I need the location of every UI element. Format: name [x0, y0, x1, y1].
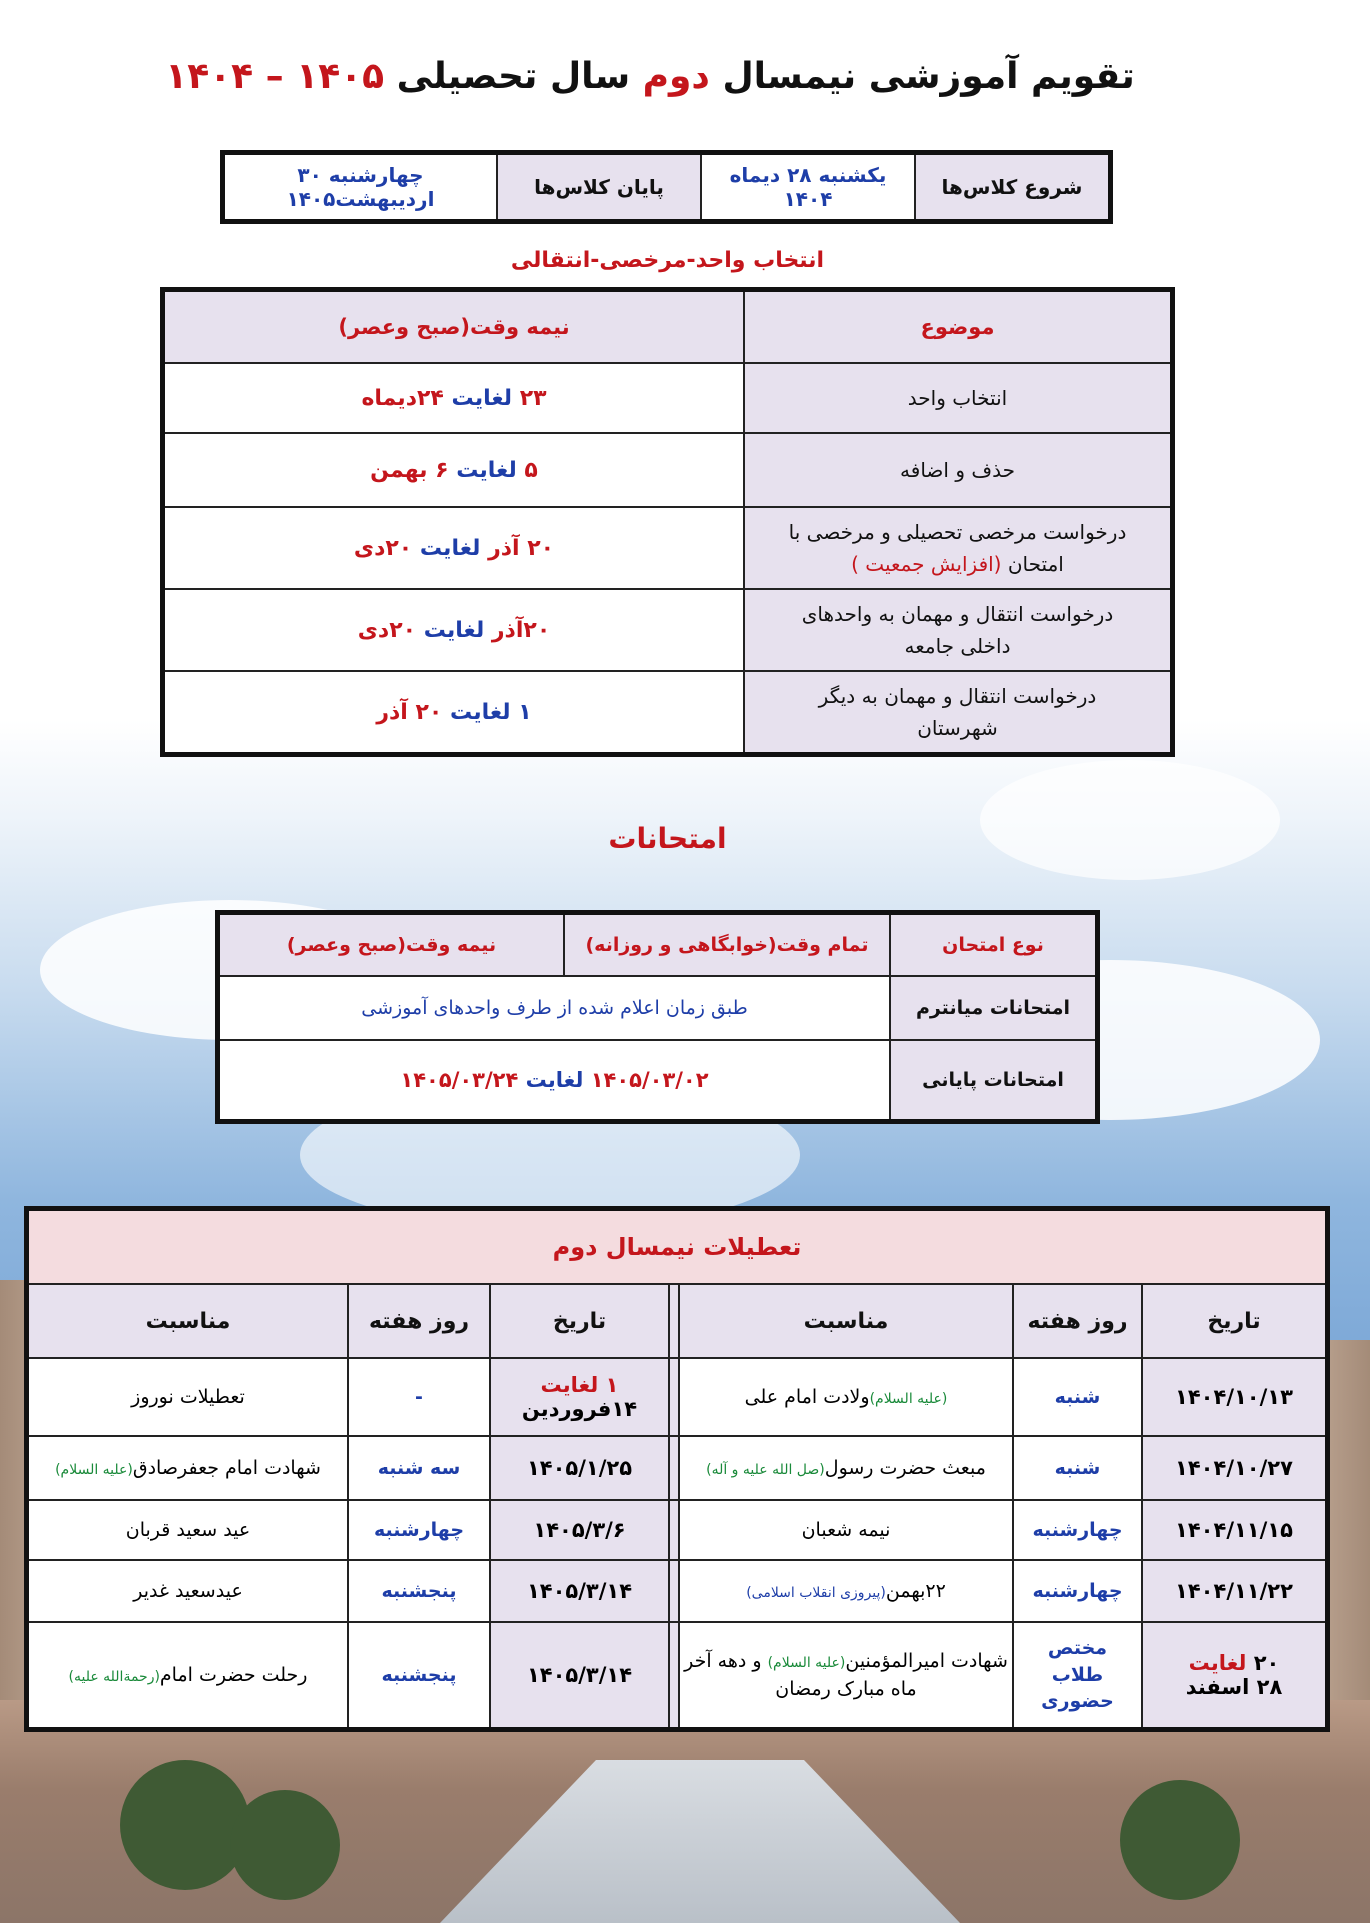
- occasion-text: ۲۲بهمن: [885, 1580, 946, 1602]
- table-row: [163, 363, 1173, 433]
- occasion-cell: تعطیلات نوروز: [27, 1358, 349, 1436]
- weekday-cell: پنجشنبه: [348, 1622, 490, 1730]
- col-full-time: تمام وقت(خوابگاهی و روزانه): [564, 913, 890, 977]
- occasion-text: مبعث حضرت رسول: [824, 1457, 986, 1479]
- date-cell: ۱۴۰۴/۱۱/۱۵: [1142, 1500, 1328, 1560]
- date-cell: [1142, 1622, 1328, 1730]
- occasion-note: (رحمةالله علیه): [68, 1669, 160, 1685]
- col-subject: موضوع: [744, 290, 1173, 364]
- time-to: ۲۰دی: [357, 617, 417, 643]
- date-cell: ۱۴۰۵/۱/۲۵: [490, 1436, 669, 1500]
- occasion-note: (علیه السلام): [869, 1391, 948, 1407]
- weekday-cell: -: [348, 1358, 490, 1436]
- col-exam-type: نوع امتحان: [890, 913, 1098, 977]
- occasion-cell: نیمه شعبان: [679, 1500, 1013, 1560]
- time-from: ۲۳: [519, 385, 547, 411]
- date-from: ۲۰: [1253, 1651, 1280, 1675]
- subject-text: درخواست مرخصی تحصیلی و مرخصی با امتحان: [788, 520, 1127, 576]
- date-from: ۱: [605, 1373, 619, 1397]
- table-row: [163, 589, 1173, 671]
- final-label: امتحانات پایانی: [890, 1040, 1098, 1122]
- time-cell: [163, 589, 745, 671]
- weekday-cell: پنجشنبه: [348, 1560, 490, 1622]
- col-time: نیمه وقت(صبح وعصر): [163, 290, 745, 364]
- time-mid: لغایت: [450, 699, 511, 725]
- occasion-text: شهادت امام جعفرصادق: [132, 1457, 321, 1479]
- separator: [669, 1500, 679, 1560]
- occasion-cell: [679, 1436, 1013, 1500]
- table-row: [218, 1040, 1098, 1122]
- time-from: ۱: [518, 699, 532, 725]
- time-mid: لغایت: [451, 385, 513, 411]
- occasion-text: ولادت امام علی: [744, 1386, 870, 1408]
- table-row: [163, 671, 1173, 755]
- title-years: ۱۴۰۵ – ۱۴۰۴: [165, 56, 385, 97]
- final-from: ۱۴۰۵/۰۳/۰۲: [590, 1068, 709, 1092]
- occasion-note: (پیروزی انقلاب اسلامی): [746, 1585, 886, 1601]
- table-row: [27, 1560, 1328, 1622]
- table-row: [27, 1358, 1328, 1436]
- weekday-cell: سه شنبه: [348, 1436, 490, 1500]
- col-occasion: مناسبت: [27, 1284, 349, 1358]
- end-value: چهارشنبه ۳۰ اردیبهشت۱۴۰۵: [223, 153, 498, 222]
- time-cell: [163, 507, 745, 589]
- table-row: [27, 1500, 1328, 1560]
- weekday-cell: مختص طلاب حضوری: [1013, 1622, 1142, 1730]
- start-value: یکشنبه ۲۸ دیماه ۱۴۰۴: [701, 153, 915, 222]
- occasion-cell: [679, 1560, 1013, 1622]
- tree: [120, 1760, 250, 1890]
- date-cell: ۱۴۰۵/۳/۱۴: [490, 1560, 669, 1622]
- occasion-cell: عید سعید قربان: [27, 1500, 349, 1560]
- time-mid: لغایت: [423, 617, 485, 643]
- title-prefix: تقویم آموزشی نیمسال: [722, 56, 1135, 97]
- col-date: تاریخ: [1142, 1284, 1328, 1358]
- cloud: [980, 760, 1280, 880]
- time-cell: [163, 671, 745, 755]
- table-row: [163, 507, 1173, 589]
- date-to: ۱۴فروردین: [521, 1397, 638, 1421]
- subject-cell: درخواست انتقال و مهمان به واحدهای داخلی جامعه: [744, 589, 1173, 671]
- time-to: ۲۰ آذر: [376, 699, 443, 725]
- occasion-text: شهادت امیرالمؤمنین: [845, 1649, 1008, 1672]
- occasion-note: (علیه السلام): [55, 1462, 133, 1478]
- time-to: ۲۰دی: [353, 535, 413, 561]
- date-cell: [490, 1358, 669, 1436]
- time-cell: [163, 433, 745, 507]
- registration-heading: انتخاب واحد-مرخصی-انتقالی: [510, 248, 825, 273]
- weekday-cell: چهارشنبه: [1013, 1500, 1142, 1560]
- separator: [669, 1284, 679, 1358]
- table-row: [218, 976, 1098, 1040]
- date-cell: ۱۴۰۵/۳/۱۴: [490, 1622, 669, 1730]
- subject-note: (افزایش جمعیت ): [851, 552, 1002, 576]
- table-row: [163, 433, 1173, 507]
- start-label: شروع کلاس‌ها: [915, 153, 1111, 222]
- weekday-cell: چهارشنبه: [1013, 1560, 1142, 1622]
- subject-cell: حذف و اضافه: [744, 433, 1173, 507]
- page-title: [0, 56, 1300, 97]
- occasion-tail: و دهه آخر ماه مبارک رمضان: [684, 1649, 917, 1700]
- weekday-cell: شنبه: [1013, 1436, 1142, 1500]
- holidays-heading: تعطیلات نیمسال دوم: [27, 1209, 1328, 1285]
- separator: [669, 1622, 679, 1730]
- title-middle: سال تحصیلی: [396, 56, 631, 97]
- occasion-cell: [679, 1358, 1013, 1436]
- time-from: ۲۰ آذر: [488, 535, 555, 561]
- col-half-time: نیمه وقت(صبح وعصر): [218, 913, 565, 977]
- date-cell: ۱۴۰۵/۳/۶: [490, 1500, 669, 1560]
- occasion-cell: [27, 1622, 349, 1730]
- midterm-label: امتحانات میانترم: [890, 976, 1098, 1040]
- date-to: ۲۸ اسفند: [1185, 1675, 1283, 1699]
- class-dates-table: [220, 150, 1113, 224]
- occasion-cell: [27, 1436, 349, 1500]
- final-value: [218, 1040, 891, 1122]
- weekday-cell: شنبه: [1013, 1358, 1142, 1436]
- end-label: پایان کلاس‌ها: [497, 153, 701, 222]
- final-mid: لغایت: [525, 1068, 584, 1092]
- tree: [1120, 1780, 1240, 1900]
- title-semester: دوم: [642, 56, 710, 97]
- final-to: ۱۴۰۵/۰۳/۲۴: [400, 1068, 519, 1092]
- date-mid: لغایت: [1188, 1651, 1247, 1675]
- registration-table: [160, 287, 1175, 757]
- time-mid: لغایت: [456, 457, 517, 483]
- col-weekday: روز هفته: [1013, 1284, 1142, 1358]
- table-row: [27, 1436, 1328, 1500]
- time-from: ۵: [524, 457, 538, 483]
- occasion-cell: [679, 1622, 1013, 1730]
- time-to: ۶ بهمن: [370, 457, 449, 483]
- midterm-value: طبق زمان اعلام شده از طرف واحدهای آموزشی: [218, 976, 891, 1040]
- date-cell: ۱۴۰۴/۱۱/۲۲: [1142, 1560, 1328, 1622]
- date-cell: ۱۴۰۴/۱۰/۲۷: [1142, 1436, 1328, 1500]
- col-date: تاریخ: [490, 1284, 669, 1358]
- occasion-note: (علیه السلام): [767, 1654, 846, 1671]
- separator: [669, 1358, 679, 1436]
- separator: [669, 1560, 679, 1622]
- subject-cell: [744, 507, 1173, 589]
- time-cell: [163, 363, 745, 433]
- tree: [230, 1790, 340, 1900]
- col-occasion: مناسبت: [679, 1284, 1013, 1358]
- occasion-note: (صل الله علیه و آله): [706, 1462, 825, 1478]
- table-row: [27, 1622, 1328, 1730]
- subject-cell: درخواست انتقال و مهمان به دیگر شهرستان: [744, 671, 1173, 755]
- exams-heading: امتحانات: [608, 822, 727, 855]
- occasion-text: رحلت حضرت امام: [159, 1664, 308, 1686]
- date-cell: ۱۴۰۴/۱۰/۱۳: [1142, 1358, 1328, 1436]
- time-from: ۲۰آذر: [491, 617, 551, 643]
- date-mid: لغایت: [540, 1373, 599, 1397]
- weekday-cell: چهارشنبه: [348, 1500, 490, 1560]
- time-to: ۲۴دیماه: [361, 385, 444, 411]
- subject-cell: انتخاب واحد: [744, 363, 1173, 433]
- time-mid: لغایت: [419, 535, 481, 561]
- holidays-table: [24, 1206, 1330, 1732]
- separator: [669, 1436, 679, 1500]
- occasion-cell: عیدسعید غدیر: [27, 1560, 349, 1622]
- exams-table: [215, 910, 1100, 1124]
- col-weekday: روز هفته: [348, 1284, 490, 1358]
